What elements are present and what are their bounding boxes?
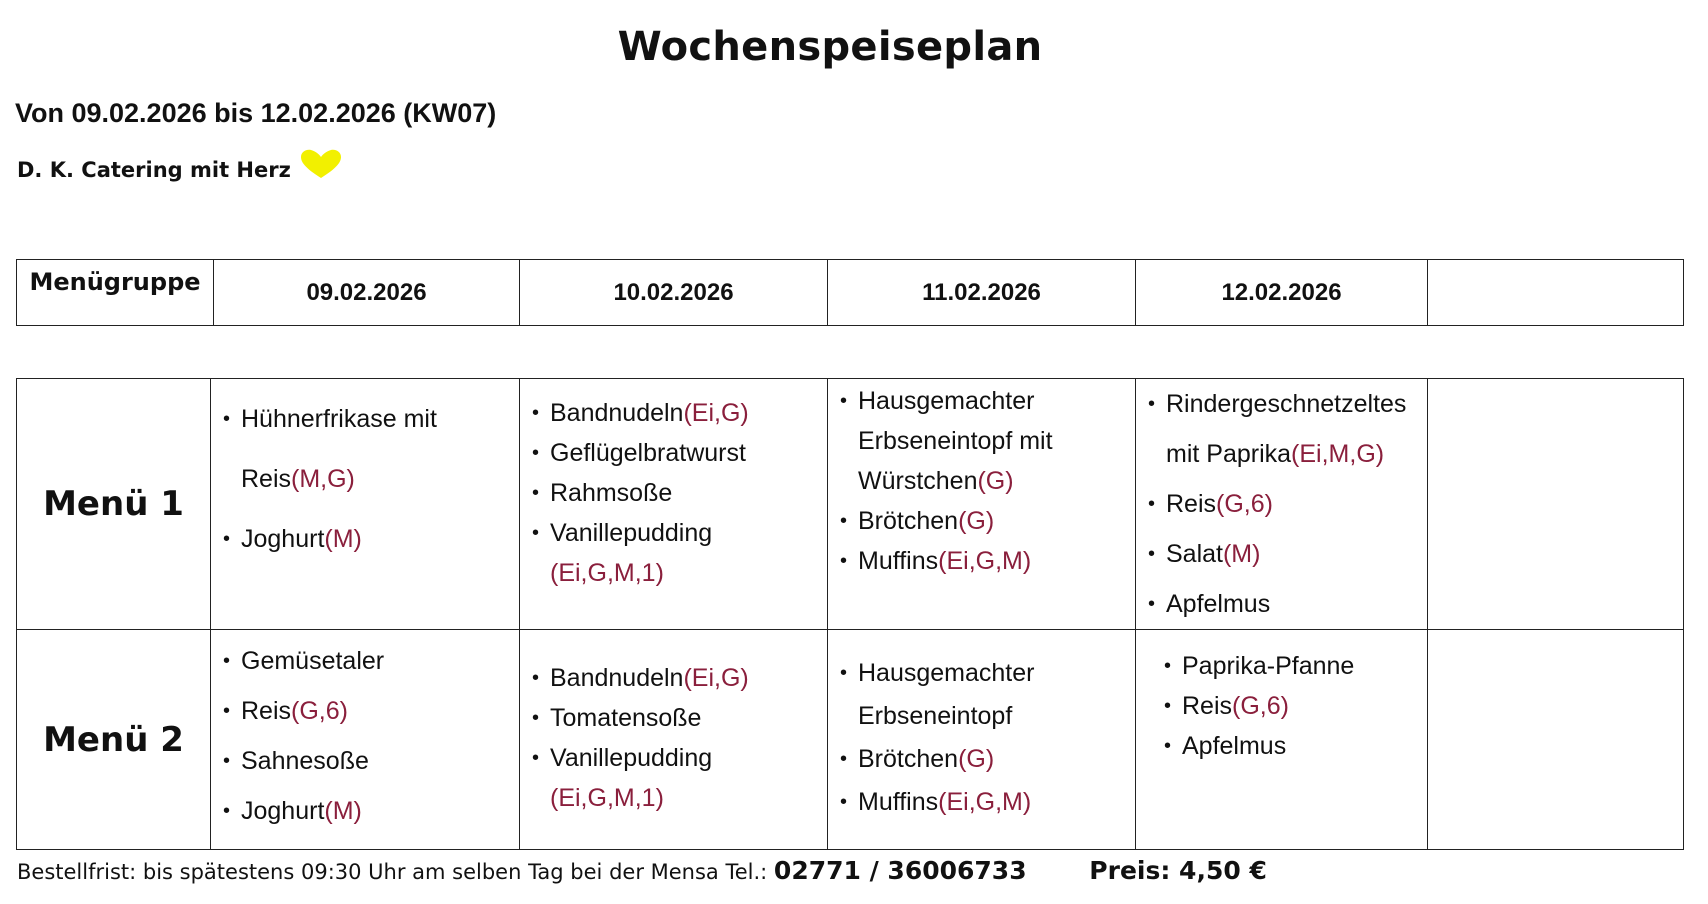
bullet-icon: • [1148,493,1156,515]
menu-cell [1428,630,1684,850]
page-title: Wochenspeiseplan [617,24,1043,70]
dish-name: Geflügelbratwurst [550,439,746,467]
order-deadline: Bestellfrist: bis spätestens 09:30 Uhr am selben Tag bei der Mensa Tel.: [17,860,768,884]
allergen-codes: (M,G) [291,465,355,493]
bullet-icon [532,553,550,593]
bullet-icon: • [532,522,540,544]
menu-item [1148,429,1417,479]
bullet-icon: • [840,791,848,813]
bullet-icon: • [532,482,540,504]
menu-item [1148,529,1417,579]
dish-name: Vanillepudding [550,519,713,547]
allergen-codes: (M) [324,525,362,553]
dish-name: Tomatensoße [550,704,702,732]
heart-icon [299,148,343,180]
allergen-codes: (M) [324,797,362,825]
allergen-codes: (G) [958,745,995,773]
allergen-codes: (G) [958,507,995,535]
dish-name: Joghurt [241,797,325,825]
menu-item [840,695,1125,738]
bullet-icon: • [223,800,231,822]
dish-name: Bandnudeln [550,399,684,427]
menu-table [16,378,1684,850]
bullet-icon: • [223,750,231,772]
menu-item [840,461,1125,501]
dish-name: Hausgemachter [858,659,1035,687]
header-row [17,260,1684,326]
bullet-icon: • [223,528,231,550]
bullet-icon: • [840,662,848,684]
menu-item [223,449,509,509]
allergen-codes: (G,6) [291,697,348,725]
menu-cell [520,630,828,850]
dish-name: Apfelmus [1182,732,1287,760]
allergen-codes: (Ei,G) [683,399,749,427]
menu-group-header: Menügruppe [17,260,214,326]
menu-row [17,630,1684,850]
menu-item [223,786,509,836]
menu-item [532,553,817,593]
dish-name: Hausgemachter [858,387,1035,415]
menu-cell [1136,379,1428,630]
bullet-icon: • [840,748,848,770]
dish-name: Reis [1166,490,1217,518]
dish-name: Reis [241,465,292,493]
menu-item [840,738,1125,781]
dish-name: Joghurt [241,525,325,553]
dish-name: Würstchen [858,467,978,495]
menu-item [532,778,817,818]
dish-name: Erbseneintopf mit [858,427,1053,455]
bullet-icon [840,695,858,738]
allergen-codes: (Ei,G,M,1) [550,559,664,587]
bullet-icon: • [223,650,231,672]
allergen-codes: (G) [977,467,1014,495]
menu-item [1164,686,1417,726]
menu-item [532,433,817,473]
dish-name: Salat [1166,540,1223,568]
dish-name: Bandnudeln [550,664,684,692]
dish-name: Hühnerfrikase mit [241,405,437,433]
menu-item [532,473,817,513]
allergen-codes: (Ei,G,M) [938,547,1032,575]
menu-item [840,781,1125,824]
dish-name: Rahmsoße [550,479,673,507]
dish-name: Erbseneintopf [858,702,1013,730]
dish-name: Muffins [858,547,939,575]
dish-name: Reis [241,697,292,725]
day-header [1428,260,1684,326]
menu-item [840,541,1125,581]
menu-name: Menü 1 [17,379,211,630]
menu-cell [1136,630,1428,850]
menu-cell [211,379,520,630]
bullet-icon [532,778,550,818]
dish-name: Brötchen [858,507,959,535]
bullet-icon: • [1148,543,1156,565]
allergen-codes: (Ei,G,M) [938,788,1032,816]
menu-item [1148,579,1417,629]
bullet-icon: • [840,550,848,572]
menu-cell [520,379,828,630]
menu-item [840,652,1125,695]
dish-name: Brötchen [858,745,959,773]
menu-item [223,389,509,449]
bullet-icon: • [1164,695,1172,717]
dish-name: Vanillepudding [550,744,713,772]
menu-item [840,381,1125,421]
bullet-icon [223,449,241,509]
menu-item [223,686,509,736]
header-table [16,259,1684,326]
dish-name: Rindergeschnetzeltes [1166,390,1407,418]
bullet-icon: • [1148,393,1156,415]
menu-item [1148,379,1417,429]
bullet-icon: • [223,408,231,430]
menu-item [532,658,817,698]
dish-name: mit Paprika [1166,440,1292,468]
menu-item [532,698,817,738]
bullet-icon: • [532,707,540,729]
bullet-icon: • [532,747,540,769]
bullet-icon [840,421,858,461]
bullet-icon: • [532,667,540,689]
allergen-codes: (Ei,M,G) [1291,440,1385,468]
menu-cell [211,630,520,850]
day-header: 12.02.2026 [1136,260,1428,326]
dish-name: Muffins [858,788,939,816]
menu-item [223,509,509,569]
dish-name: Sahnesoße [241,747,369,775]
menu-item [223,736,509,786]
price: Preis: 4,50 € [1089,856,1267,885]
day-header: 09.02.2026 [214,260,520,326]
day-header: 10.02.2026 [520,260,828,326]
allergen-codes: (G,6) [1232,692,1289,720]
menu-item [1148,479,1417,529]
menu-cell [828,630,1136,850]
bullet-icon [840,461,858,501]
date-range: Von 09.02.2026 bis 12.02.2026 (KW07) [15,98,497,128]
allergen-codes: (Ei,G,M,1) [550,784,664,812]
menu-item [223,636,509,686]
menu-item [840,501,1125,541]
phone-number: 02771 / 36006733 [773,856,1027,885]
bullet-icon: • [840,390,848,412]
bullet-icon: • [532,402,540,424]
menu-cell [828,379,1136,630]
dish-name: Apfelmus [1166,590,1271,618]
footer [17,856,1267,885]
dish-name: Reis [1182,692,1233,720]
bullet-icon [1148,429,1166,479]
dish-name: Gemüsetaler [241,647,385,675]
menu-name: Menü 2 [17,630,211,850]
menu-cell [1428,379,1684,630]
menu-item [532,513,817,553]
day-header: 11.02.2026 [828,260,1136,326]
bullet-icon: • [223,700,231,722]
bullet-icon: • [1148,593,1156,615]
menu-row [17,379,1684,630]
bullet-icon: • [840,510,848,532]
allergen-codes: (G,6) [1216,490,1273,518]
allergen-codes: (M) [1222,540,1261,568]
bullet-icon: • [1164,735,1172,757]
caterer-name: D. K. Catering mit Herz [17,158,291,182]
caterer-line [17,158,343,182]
menu-item [532,393,817,433]
menu-item [840,421,1125,461]
menu-item [1164,726,1417,766]
menu-item [532,738,817,778]
allergen-codes: (Ei,G) [683,664,749,692]
dish-name: Paprika-Pfanne [1182,652,1355,680]
bullet-icon: • [1164,655,1172,677]
bullet-icon: • [532,442,540,464]
menu-item [1164,646,1417,686]
